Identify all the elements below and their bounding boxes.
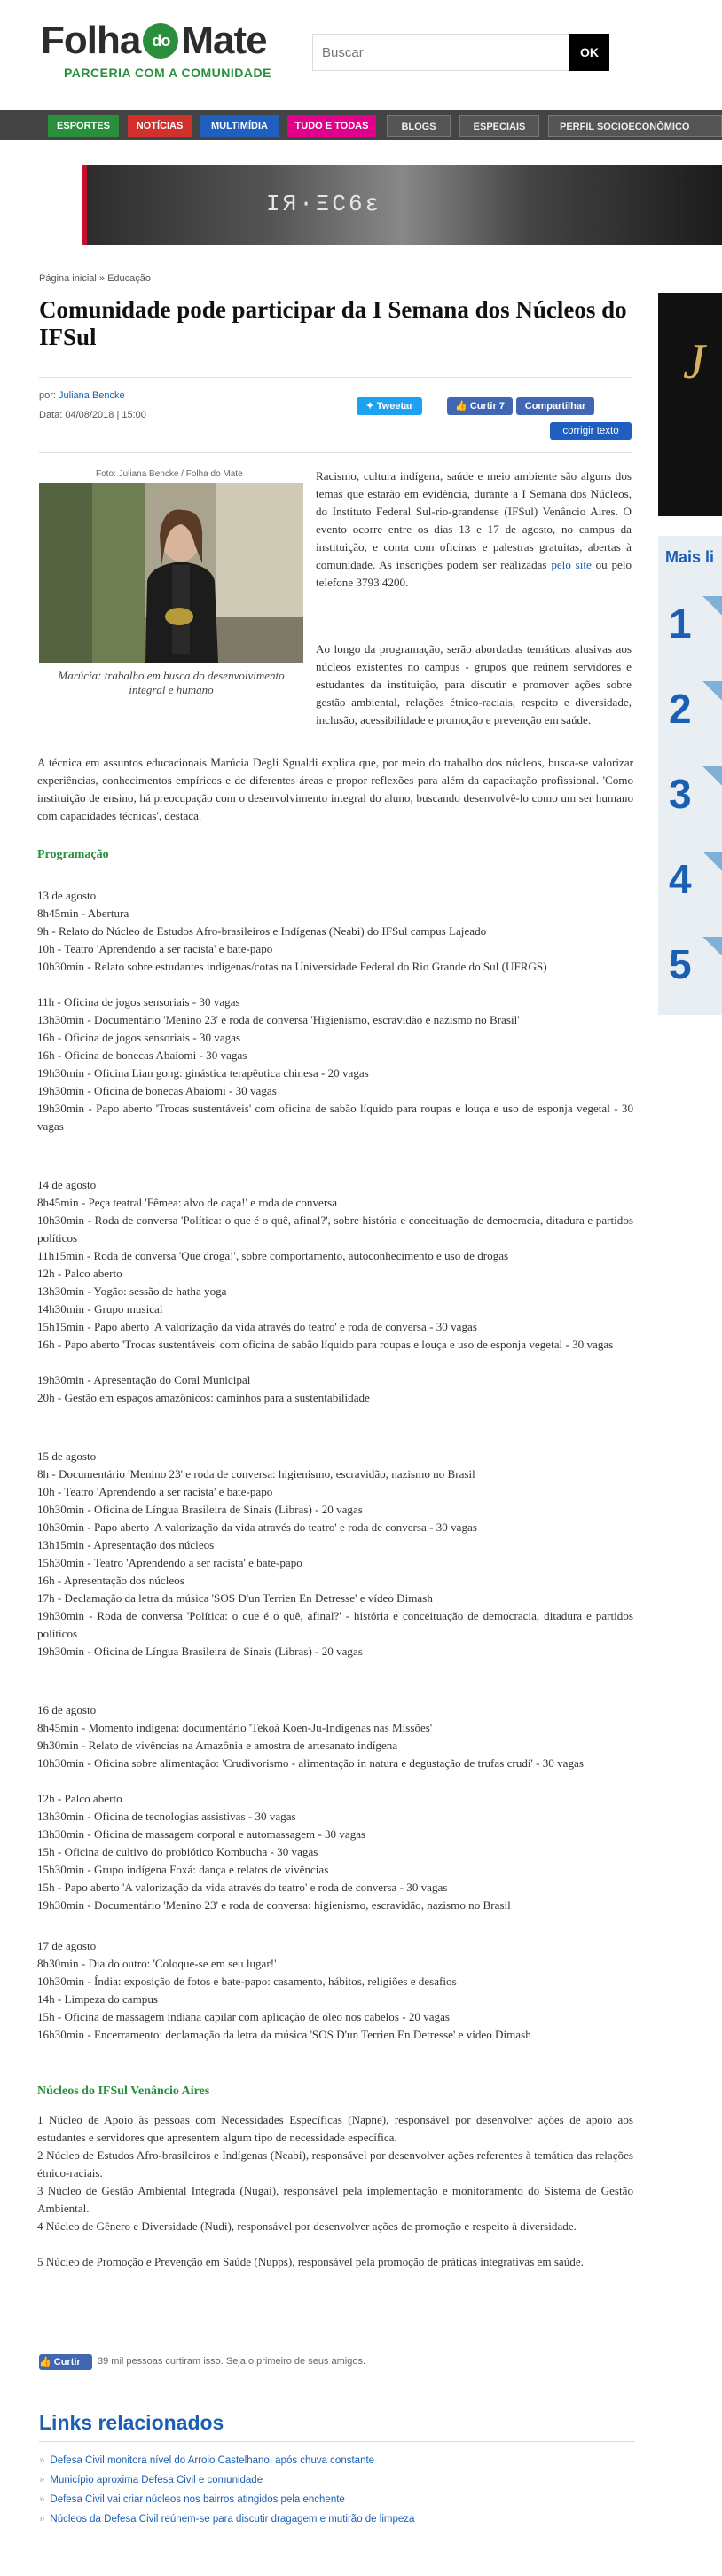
schedule-item: 16h - Papo aberto 'Trocas sustentáveis' com oficina de sabão líquido para roupas e louça e uso de esponja vegetal - 30 vagas [37, 1338, 614, 1351]
schedule-item: 10h30min - Índia: exposição de fotos e bate-papo: casamento, hábitos, religiões e desafios [37, 1975, 457, 1988]
schedule-item: 8h30min - Dia do outro: 'Coloque-se em seu lugar!' [37, 1957, 277, 1970]
related-link[interactable] [39, 2455, 374, 2466]
schedule-item: 17h - Declamação da letra da música 'SOS D'un Terrien En Detresse' e vídeo Dimash [37, 1591, 433, 1605]
corner-marker [702, 596, 722, 616]
divider [39, 2441, 635, 2442]
programacao-heading: Programação [37, 848, 109, 861]
related-links-title: Links relacionados [39, 2411, 224, 2434]
site-logo[interactable] [41, 20, 267, 62]
photo-caption: Marúcia: trabalho em busca do desenvolvimento integral e humano [58, 669, 285, 696]
dateline [39, 410, 146, 420]
schedule-item: 19h30min - Oficina de bonecas Abaiomi - 30 vagas [37, 1084, 277, 1097]
sidebar-ad-text: J [683, 334, 705, 389]
divider [39, 452, 632, 453]
breadcrumb-section[interactable]: Educação [107, 273, 152, 284]
most-read-rank[interactable]: 1 [669, 601, 692, 647]
nucleo-item: 1 Núcleo de Apoio às pessoas com Necessidades Específicas (Napne), responsável por desenvolver ações de apoio aos estudantes e servidores que apresentem algum tipo de necessidade específica. [37, 2113, 633, 2144]
logo-word-right: Mate [181, 19, 267, 62]
schedule-day-heading: 16 de agosto [37, 1703, 97, 1716]
banner-ad[interactable] [82, 165, 722, 245]
schedule-item: 15h15min - Papo aberto 'A valorização da vida através do teatro' e roda de conversa - 30 vagas [37, 1320, 477, 1333]
nav-item-tudo-e-todas[interactable]: TUDO E TODAS [287, 115, 376, 137]
byline [39, 390, 125, 401]
fb-share-button[interactable]: Compartilhar [516, 397, 594, 415]
fb-like-bottom[interactable] [39, 2354, 92, 2370]
photo-credit: Foto: Juliana Bencke / Folha do Mate [96, 469, 243, 479]
intro-paragraph-3: A técnica em assuntos educacionais Marúcia Degli Sgualdi explica que, por meio do trabalho dos núcleos, busca-se valorizar experiências, conhecimentos empíricos e de diferentes áreas e propor reflexões para além da capacitação profissional. 'Como instituição de ensino, há preocupação com o desenvolvimento integral do aluno, buscando desenvolvê-lo como um ser humano com capacidades técnicas', destaca. [37, 756, 633, 822]
nucleo-item: 2 Núcleo de Estudos Afro-brasileiros e Indígenas (Neabi), responsável por desenvolver ações referentes à temática das relações étnico-raciais. [37, 2148, 633, 2179]
schedule-item: 15h - Oficina de cultivo do probiótico Kombucha - 30 vagas [37, 1845, 318, 1858]
nucleo-item: 3 Núcleo de Gestão Ambiental Integrada (Nugai), responsável pela implementação e monitoramento do Sistema de Gestão Ambiental. [37, 2184, 633, 2215]
byline-label: por: [39, 390, 56, 401]
related-link-text: Defesa Civil vai criar núcleos nos bairros atingidos pela enchente [50, 2494, 345, 2505]
schedule-item: 13h30min - Documentário 'Menino 23' e roda de conversa 'Higienismo, escravidão e nazismo no Brasil' [37, 1013, 520, 1026]
schedule-item: 16h - Oficina de bonecas Abaiomi - 30 vagas [37, 1048, 247, 1062]
nav-item-noticias[interactable]: NOTÍCIAS [128, 115, 192, 137]
nav-item-perfil[interactable]: PERFIL SOCIOECONÔMICO [548, 115, 722, 137]
date-value: 04/08/2018 | 15:00 [65, 410, 146, 420]
intro-paragraph-1 [316, 467, 632, 592]
fb-like-bottom-label: Curtir [53, 2357, 81, 2368]
schedule-item: 13h15min - Apresentação dos núcleos [37, 1538, 215, 1551]
fix-text-button[interactable]: corrigir texto [550, 422, 632, 440]
most-read-rank[interactable]: 5 [669, 941, 692, 987]
divider [39, 377, 632, 378]
date-label: Data: [39, 410, 63, 420]
schedule-item: 15h30min - Teatro 'Aprendendo a ser racista' e bate-papo [37, 1556, 302, 1569]
tweet-button[interactable] [357, 397, 422, 415]
schedule-item: 11h15min - Roda de conversa 'Que droga!', sobre comportamento, autoconhecimento e uso de drogas [37, 1249, 509, 1262]
nucleo-item: 4 Núcleo de Gênero e Diversidade (Nudi), responsável por desenvolver ações de promoção e respeito à diversidade. [37, 2219, 577, 2233]
corner-marker [702, 937, 722, 956]
fb-like-button[interactable] [447, 397, 513, 415]
schedule-item: 20h - Gestão em espaços amazônicos: caminhos para a sustentabilidade [37, 1391, 370, 1404]
fb-like-label: Curtir 7 [469, 401, 505, 412]
schedule-item: 10h30min - Relato sobre estudantes indígenas/cotas na Universidade Federal do Rio Grande do Sul (UFRGS) [37, 960, 547, 973]
intro-text-end: ou pelo telefone 3793 4200. [316, 558, 632, 589]
sidebar-ad[interactable] [658, 293, 722, 516]
nav-item-multimidia[interactable]: MULTIMÍDIA [200, 115, 279, 137]
search-button[interactable]: OK [569, 34, 609, 71]
search-input[interactable] [312, 34, 569, 71]
schedule-item: 16h30min - Encerramento: declamação da letra da música 'SOS D'un Terrien En Detresse' e vídeo Dimash [37, 2028, 531, 2041]
intro-paragraph-2-start [316, 640, 632, 729]
corner-marker [702, 766, 722, 786]
schedule-item: 14h - Limpeza do campus [37, 1992, 158, 2006]
schedule-item: 12h - Palco aberto [37, 1792, 122, 1805]
thumbs-up-icon: 👍 [455, 401, 470, 412]
schedule-day-heading: 13 de agosto [37, 889, 97, 902]
schedule-item: 19h30min - Apresentação do Coral Municipal [37, 1373, 251, 1386]
related-link[interactable] [39, 2494, 345, 2505]
nucleo-item: 5 Núcleo de Promoção e Prevenção em Saúde (Nupps), responsável pela promoção de práticas integrativas em saúde. [37, 2255, 584, 2268]
schedule-item: 15h - Papo aberto 'A valorização da vida através do teatro' e roda de conversa - 30 vagas [37, 1881, 448, 1894]
nav-item-esportes[interactable]: ESPORTES [48, 115, 119, 137]
article-photo[interactable] [39, 483, 303, 663]
schedule-item: 19h30min - Documentário 'Menino 23' e roda de conversa: higienismo, escravidão, nazismo no Brasil [37, 1898, 511, 1912]
related-link-text: Defesa Civil monitora nível do Arroio Castelhano, após chuva constante [50, 2455, 375, 2466]
intro-text: Racismo, cultura indígena, saúde e meio ambiente são alguns dos temas que estarão em evidência, durante a I Semana dos Núcleos, do Instituto Federal Sul-rio-grandense (IFSul) Venâncio Aires. O evento ocorre entre os dias 13 e 17 de agosto, no campus da instituição, e conta com oficinas e palestras gratuitas, abertas à comunidade. As inscrições podem ser realizadas [316, 469, 632, 571]
breadcrumb [39, 273, 151, 284]
corner-marker [702, 681, 722, 701]
breadcrumb-separator: » [98, 273, 106, 284]
logo-tagline: PARCERIA COM A COMUNIDADE [64, 66, 271, 80]
author-link[interactable]: Juliana Bencke [59, 390, 125, 401]
banner-ad-accent [82, 165, 87, 245]
schedule-item: 10h30min - Oficina de Língua Brasileira de Sinais (Libras) - 20 vagas [37, 1503, 363, 1516]
nav-item-blogs[interactable]: BLOGS [387, 115, 451, 137]
related-link[interactable] [39, 2475, 263, 2486]
schedule-item: 9h30min - Relato de vivências na Amazônia e amostra de artesanato indígena [37, 1739, 398, 1752]
related-link[interactable] [39, 2514, 414, 2525]
signup-link[interactable]: pelo site [551, 558, 592, 571]
schedule-day-heading: 17 de agosto [37, 1939, 97, 1952]
schedule-item: 8h - Documentário 'Menino 23' e roda de conversa: higienismo, escravidão, nazismo no Brasil [37, 1467, 475, 1480]
schedule-item: 8h45min - Abertura [37, 907, 129, 920]
schedule-item: 15h30min - Grupo indígena Foxá: dança e relatos de vivências [37, 1863, 329, 1876]
article-title: Comunidade pode participar da I Semana dos Núcleos do IFSul [39, 296, 627, 350]
schedule-day-heading: 15 de agosto [37, 1449, 97, 1463]
schedule-item: 16h - Oficina de jogos sensoriais - 30 vagas [37, 1031, 241, 1044]
schedule-item: 10h30min - Oficina sobre alimentação: 'Crudivorismo - alimentação in natura e degustação de trufas crudi' - 30 vagas [37, 1756, 584, 1770]
portrait-illustration [39, 483, 303, 663]
nucleos-heading: Núcleos do IFSul Venâncio Aires [37, 2085, 210, 2098]
schedule-item: 12h - Palco aberto [37, 1267, 122, 1280]
most-read-rank[interactable]: 2 [669, 686, 692, 732]
most-read-rank[interactable]: 3 [669, 771, 692, 817]
corner-marker [702, 852, 722, 871]
schedule-item: 10h30min - Roda de conversa 'Política: o que é o quê, afinal?', sobre história e conceituação de democracia, ditadura e partidos políticos [37, 1213, 633, 1245]
schedule-item: 14h30min - Grupo musical [37, 1302, 163, 1315]
logo-word-left: Folha [41, 19, 141, 62]
logo-badge: do [143, 23, 178, 59]
related-link-text: Núcleos da Defesa Civil reúnem-se para discutir dragagem e mutirão de limpeza [50, 2514, 415, 2525]
thumbs-up-icon: 👍 [39, 2357, 54, 2368]
bullet-icon: » [39, 2455, 45, 2466]
schedule-item: 13h30min - Oficina de tecnologias assistivas - 30 vagas [37, 1810, 296, 1823]
schedule-item: 10h - Teatro 'Aprendendo a ser racista' e bate-papo [37, 942, 273, 955]
breadcrumb-home[interactable]: Página inicial [39, 273, 97, 284]
schedule-day-heading: 14 de agosto [37, 1178, 97, 1191]
schedule-item: 19h30min - Oficina de Língua Brasileira de Sinais (Libras) - 20 vagas [37, 1645, 363, 1658]
most-read-rank[interactable]: 4 [669, 856, 692, 902]
schedule-item: 19h30min - Oficina Lian gong: ginástica terapêutica chinesa - 20 vagas [37, 1066, 369, 1080]
schedule-item: 10h - Teatro 'Aprendendo a ser racista' e bate-papo [37, 1485, 273, 1498]
most-read-title: Mais li [665, 548, 715, 566]
banner-ad-text: IЯ·ΞC6ε [266, 191, 382, 217]
schedule-item: 19h30min - Roda de conversa 'Política: o que é o quê, afinal?' - história e conceituação de democracia, ditadura e partidos políticos [37, 1609, 633, 1640]
schedule-item: 15h - Oficina de massagem indiana capilar com aplicação de óleo nos cabelos - 20 vagas [37, 2010, 451, 2023]
bullet-icon: » [39, 2475, 45, 2486]
intro-2-text: Ao longo da programação, serão abordadas temáticas alusivas aos núcleos existentes no campus - grupos que reúnem servidores e estudantes da instituição, para discutir e promover ações sobre gestão ambiental, relações étnico-raciais, respeito e diversidade, inclusão, acessibilidade e promoção e prevenção em saúde. [316, 642, 632, 726]
schedule-item: 19h30min - Papo aberto 'Trocas sustentáveis' com oficina de sabão líquido para roupas e louça e uso de esponja vegetal - 30 vagas [37, 1102, 633, 1133]
bullet-icon: » [39, 2494, 45, 2505]
related-link-text: Município aproxima Defesa Civil e comunidade [50, 2475, 263, 2486]
twitter-bird-icon: ✦ [365, 401, 377, 412]
tweet-label: Tweetar [376, 401, 413, 412]
schedule-item: 13h30min - Oficina de massagem corporal e automassagem - 30 vagas [37, 1827, 366, 1841]
bullet-icon: » [39, 2514, 45, 2525]
schedule-item: 8h45min - Momento indígena: documentário 'Tekoá Koen-Ju-Indígenas nas Missões' [37, 1721, 433, 1734]
schedule-item: 11h - Oficina de jogos sensoriais - 30 vagas [37, 995, 240, 1009]
schedule-item: 16h - Apresentação dos núcleos [37, 1574, 184, 1587]
schedule-item: 10h30min - Papo aberto 'A valorização da vida através do teatro' e roda de conversa - 30 vagas [37, 1520, 477, 1534]
fb-like-count: 39 mil pessoas curtiram isso. Seja o primeiro de seus amigos. [98, 2356, 366, 2367]
schedule-item: 13h30min - Yogão: sessão de hatha yoga [37, 1284, 227, 1298]
schedule-item: 8h45min - Peça teatral 'Fêmea: alvo de caça!' e roda de conversa [37, 1196, 338, 1209]
schedule-item: 9h - Relato do Núcleo de Estudos Afro-brasileiros e Indígenas (Neabi) do IFSul campus Lajeado [37, 924, 487, 938]
nav-item-especiais[interactable]: ESPECIAIS [459, 115, 539, 137]
